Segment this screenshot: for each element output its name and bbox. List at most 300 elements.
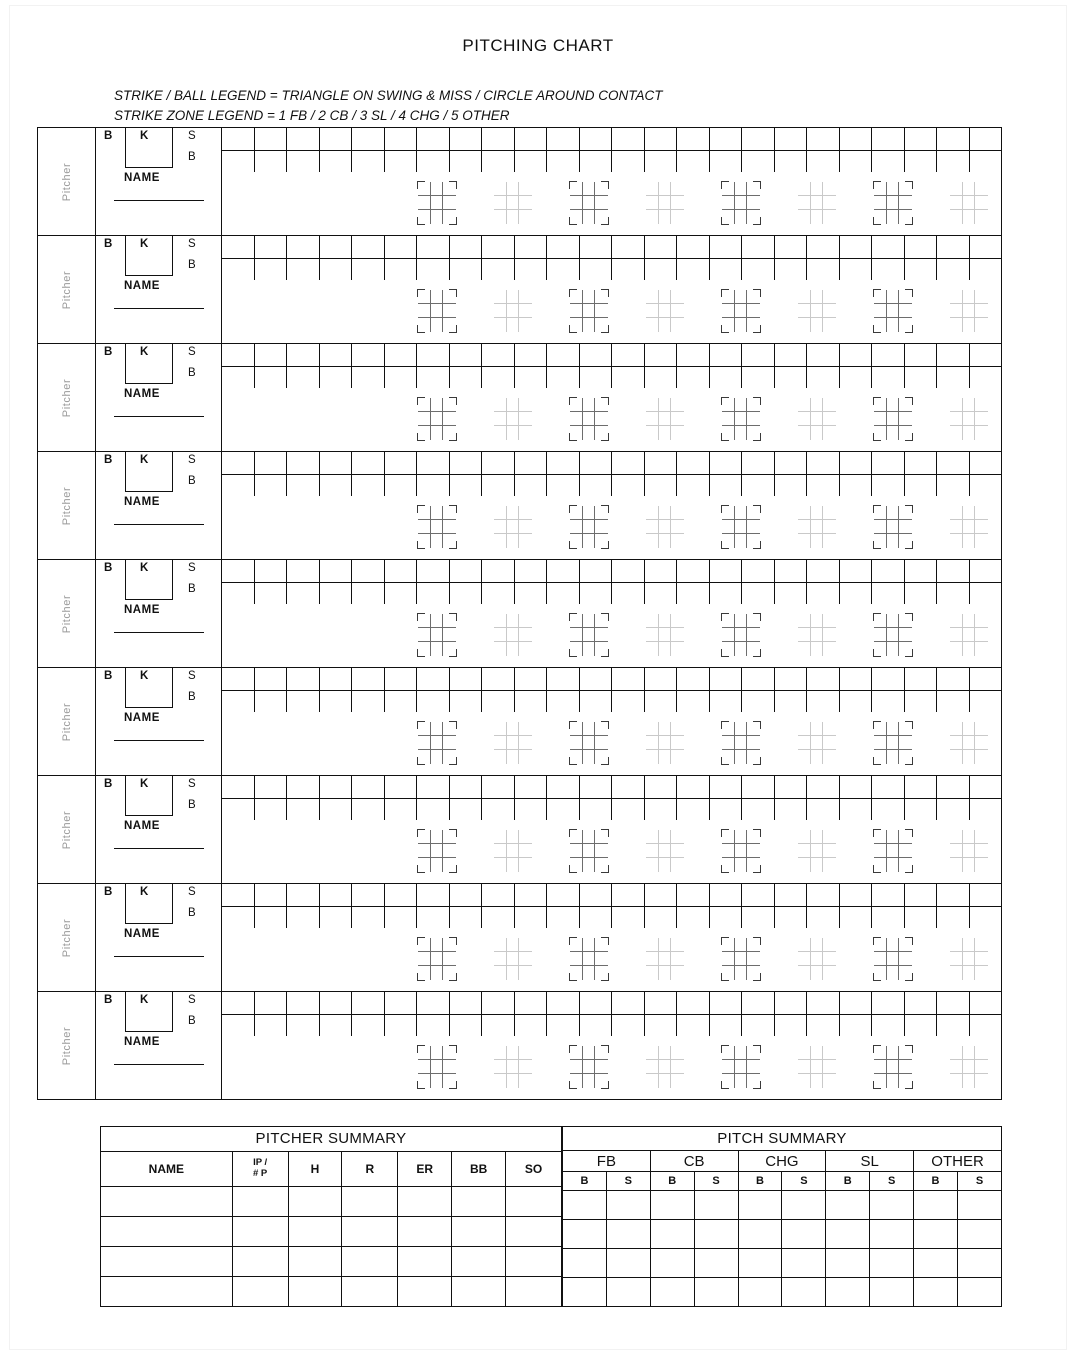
strike-cell[interactable]	[872, 236, 904, 259]
strike-zone-cell[interactable]	[735, 318, 748, 332]
strike-zone-cell[interactable]	[735, 628, 748, 642]
ball-strike-box[interactable]	[125, 992, 173, 1032]
pitch-count-column[interactable]	[612, 560, 645, 604]
strike-zone-cell[interactable]	[570, 412, 583, 426]
pitch-count-column[interactable]	[222, 344, 255, 388]
ball-cell[interactable]	[287, 799, 319, 821]
strike-zone-cell[interactable]	[595, 736, 608, 750]
ball-cell[interactable]	[255, 259, 287, 281]
pitch-count-column[interactable]	[515, 884, 548, 928]
pitch-count-column[interactable]	[840, 236, 873, 280]
strike-zone-cell[interactable]	[874, 736, 887, 750]
strike-zone-box[interactable]	[874, 506, 912, 548]
strike-cell[interactable]	[385, 776, 417, 799]
strike-zone-cell[interactable]	[519, 952, 532, 966]
strike-zone-cell[interactable]	[671, 858, 684, 872]
ball-cell[interactable]	[937, 583, 969, 605]
strike-zone-cell[interactable]	[519, 426, 532, 440]
pitch-count-column[interactable]	[450, 992, 483, 1036]
pitch-count-column[interactable]	[580, 452, 613, 496]
table-cell[interactable]	[288, 1247, 342, 1277]
strike-zone-cell[interactable]	[570, 628, 583, 642]
pitch-count-column[interactable]	[352, 560, 385, 604]
strike-zone-cell[interactable]	[646, 736, 659, 750]
strike-zone-box[interactable]	[494, 506, 532, 548]
pitch-count-column[interactable]	[645, 452, 678, 496]
table-cell[interactable]	[958, 1249, 1002, 1278]
pitch-count-column[interactable]	[320, 236, 353, 280]
strike-zone-box[interactable]	[874, 398, 912, 440]
strike-zone-box[interactable]	[494, 290, 532, 332]
table-cell[interactable]	[606, 1220, 650, 1249]
strike-zone-cell[interactable]	[671, 1060, 684, 1074]
pitch-count-column[interactable]	[645, 668, 678, 712]
pitch-count-column[interactable]	[287, 776, 320, 820]
strike-cell[interactable]	[775, 884, 807, 907]
strike-zone-cell[interactable]	[494, 398, 507, 412]
pitch-count-column[interactable]	[482, 560, 515, 604]
strike-zone-cell[interactable]	[823, 304, 836, 318]
ball-cell[interactable]	[547, 367, 579, 389]
strike-zone-cell[interactable]	[722, 844, 735, 858]
strike-cell[interactable]	[222, 668, 254, 691]
ball-cell[interactable]	[255, 799, 287, 821]
strike-cell[interactable]	[645, 452, 677, 475]
ball-cell[interactable]	[515, 691, 547, 713]
pitch-count-column[interactable]	[612, 668, 645, 712]
ball-cell[interactable]	[775, 1015, 807, 1037]
strike-zone-cell[interactable]	[950, 318, 963, 332]
ball-cell[interactable]	[580, 151, 612, 173]
strike-zone-cell[interactable]	[671, 966, 684, 980]
strike-cell[interactable]	[677, 560, 709, 583]
pitch-count-column[interactable]	[320, 776, 353, 820]
pitch-count-column[interactable]	[580, 776, 613, 820]
strike-zone-cell[interactable]	[583, 614, 596, 628]
strike-zone-cell[interactable]	[950, 642, 963, 656]
pitch-count-column[interactable]	[547, 344, 580, 388]
strike-zone-cell[interactable]	[887, 952, 900, 966]
strike-cell[interactable]	[905, 128, 937, 151]
strike-zone-cell[interactable]	[507, 952, 520, 966]
strike-zone-cell[interactable]	[963, 830, 976, 844]
strike-cell[interactable]	[547, 128, 579, 151]
pitch-count-column[interactable]	[417, 668, 450, 712]
strike-cell[interactable]	[287, 344, 319, 367]
ball-cell[interactable]	[417, 367, 449, 389]
strike-zone-cell[interactable]	[431, 506, 444, 520]
strike-cell[interactable]	[677, 992, 709, 1015]
strike-zone-cell[interactable]	[418, 844, 431, 858]
strike-zone-cell[interactable]	[431, 614, 444, 628]
strike-cell[interactable]	[970, 992, 1002, 1015]
table-cell[interactable]	[452, 1247, 506, 1277]
ball-cell[interactable]	[807, 799, 839, 821]
strike-zone-cell[interactable]	[570, 952, 583, 966]
table-cell[interactable]	[914, 1249, 958, 1278]
strike-zone-cell[interactable]	[823, 210, 836, 224]
strike-zone-box[interactable]	[950, 614, 988, 656]
ball-cell[interactable]	[287, 475, 319, 497]
strike-cell[interactable]	[742, 560, 774, 583]
strike-zone-cell[interactable]	[519, 614, 532, 628]
table-cell[interactable]	[914, 1191, 958, 1220]
strike-zone-cell[interactable]	[887, 506, 900, 520]
strike-zone-box[interactable]	[874, 938, 912, 980]
pitch-count-column[interactable]	[872, 452, 905, 496]
ball-cell[interactable]	[937, 799, 969, 821]
ball-cell[interactable]	[450, 475, 482, 497]
strike-cell[interactable]	[320, 884, 352, 907]
pitch-count-column[interactable]	[222, 992, 255, 1036]
strike-zone-cell[interactable]	[418, 736, 431, 750]
strike-cell[interactable]	[222, 776, 254, 799]
pitch-count-column[interactable]	[580, 884, 613, 928]
strike-cell[interactable]	[840, 128, 872, 151]
pitch-count-column[interactable]	[905, 668, 938, 712]
strike-zone-cell[interactable]	[899, 952, 912, 966]
strike-zone-cell[interactable]	[735, 1060, 748, 1074]
strike-zone-cell[interactable]	[722, 628, 735, 642]
ball-cell[interactable]	[710, 151, 742, 173]
strike-cell[interactable]	[905, 560, 937, 583]
strike-zone-cell[interactable]	[798, 196, 811, 210]
strike-zone-cell[interactable]	[887, 412, 900, 426]
ball-cell[interactable]	[222, 691, 254, 713]
ball-cell[interactable]	[645, 151, 677, 173]
strike-zone-cell[interactable]	[659, 722, 672, 736]
ball-cell[interactable]	[775, 907, 807, 929]
pitch-count-column[interactable]	[287, 128, 320, 172]
strike-zone-box[interactable]	[722, 722, 760, 764]
strike-zone-box[interactable]	[494, 830, 532, 872]
strike-cell[interactable]	[645, 776, 677, 799]
table-cell[interactable]	[232, 1187, 288, 1217]
strike-zone-box[interactable]	[418, 722, 456, 764]
strike-zone-cell[interactable]	[887, 1060, 900, 1074]
strike-zone-cell[interactable]	[735, 210, 748, 224]
strike-zone-cell[interactable]	[823, 614, 836, 628]
pitch-count-column[interactable]	[710, 668, 743, 712]
pitch-count-column[interactable]	[222, 452, 255, 496]
strike-zone-cell[interactable]	[887, 304, 900, 318]
pitch-count-column[interactable]	[515, 344, 548, 388]
strike-zone-cell[interactable]	[418, 196, 431, 210]
strike-zone-cell[interactable]	[494, 1046, 507, 1060]
ball-cell[interactable]	[807, 583, 839, 605]
table-cell[interactable]	[826, 1249, 870, 1278]
strike-zone-box[interactable]	[646, 398, 684, 440]
strike-cell[interactable]	[287, 560, 319, 583]
pitch-count-column[interactable]	[742, 884, 775, 928]
strike-zone-box[interactable]	[798, 722, 836, 764]
strike-zone-cell[interactable]	[811, 304, 824, 318]
strike-zone-cell[interactable]	[975, 938, 988, 952]
strike-zone-cell[interactable]	[811, 844, 824, 858]
strike-cell[interactable]	[612, 344, 644, 367]
strike-zone-cell[interactable]	[811, 722, 824, 736]
ball-cell[interactable]	[515, 583, 547, 605]
strike-zone-cell[interactable]	[874, 1060, 887, 1074]
pitch-count-column[interactable]	[872, 776, 905, 820]
strike-cell[interactable]	[807, 128, 839, 151]
pitch-count-column[interactable]	[482, 236, 515, 280]
pitch-count-column[interactable]	[612, 236, 645, 280]
ball-cell[interactable]	[612, 475, 644, 497]
strike-cell[interactable]	[840, 560, 872, 583]
strike-cell[interactable]	[905, 884, 937, 907]
table-cell[interactable]	[958, 1278, 1002, 1307]
strike-zone-cell[interactable]	[975, 628, 988, 642]
strike-cell[interactable]	[937, 452, 969, 475]
pitch-count-column[interactable]	[580, 668, 613, 712]
strike-zone-cell[interactable]	[659, 318, 672, 332]
pitch-count-column[interactable]	[872, 128, 905, 172]
strike-cell[interactable]	[775, 668, 807, 691]
strike-cell[interactable]	[352, 236, 384, 259]
strike-zone-box[interactable]	[722, 506, 760, 548]
ball-cell[interactable]	[677, 583, 709, 605]
ball-cell[interactable]	[905, 1015, 937, 1037]
ball-cell[interactable]	[547, 583, 579, 605]
strike-zone-cell[interactable]	[671, 614, 684, 628]
strike-zone-cell[interactable]	[887, 628, 900, 642]
strike-zone-cell[interactable]	[507, 1060, 520, 1074]
strike-zone-box[interactable]	[570, 290, 608, 332]
ball-cell[interactable]	[320, 799, 352, 821]
strike-cell[interactable]	[580, 452, 612, 475]
strike-cell[interactable]	[352, 344, 384, 367]
strike-cell[interactable]	[905, 776, 937, 799]
ball-cell[interactable]	[417, 475, 449, 497]
ball-cell[interactable]	[677, 367, 709, 389]
pitch-count-column[interactable]	[677, 884, 710, 928]
strike-zone-box[interactable]	[418, 398, 456, 440]
ball-cell[interactable]	[417, 151, 449, 173]
ball-cell[interactable]	[937, 259, 969, 281]
ball-cell[interactable]	[320, 691, 352, 713]
pitch-count-column[interactable]	[677, 236, 710, 280]
table-cell[interactable]	[782, 1220, 826, 1249]
pitch-count-column[interactable]	[320, 128, 353, 172]
strike-zone-cell[interactable]	[735, 722, 748, 736]
table-cell[interactable]	[738, 1191, 782, 1220]
ball-cell[interactable]	[320, 259, 352, 281]
table-cell[interactable]	[650, 1278, 694, 1307]
strike-zone-cell[interactable]	[494, 1060, 507, 1074]
strike-zone-cell[interactable]	[671, 290, 684, 304]
strike-zone-box[interactable]	[570, 722, 608, 764]
table-cell[interactable]	[101, 1247, 233, 1277]
strike-zone-cell[interactable]	[519, 642, 532, 656]
strike-zone-cell[interactable]	[671, 642, 684, 656]
strike-zone-box[interactable]	[798, 398, 836, 440]
strike-cell[interactable]	[547, 344, 579, 367]
pitch-count-column[interactable]	[970, 452, 1002, 496]
strike-zone-cell[interactable]	[735, 196, 748, 210]
ball-cell[interactable]	[937, 475, 969, 497]
pitch-count-column[interactable]	[222, 776, 255, 820]
ball-cell[interactable]	[482, 1015, 514, 1037]
ball-cell[interactable]	[612, 1015, 644, 1037]
ball-cell[interactable]	[742, 259, 774, 281]
strike-zone-cell[interactable]	[646, 830, 659, 844]
strike-zone-cell[interactable]	[798, 614, 811, 628]
strike-zone-box[interactable]	[418, 614, 456, 656]
strike-cell[interactable]	[612, 668, 644, 691]
ball-cell[interactable]	[612, 151, 644, 173]
strike-zone-cell[interactable]	[595, 412, 608, 426]
ball-cell[interactable]	[222, 151, 254, 173]
pitch-count-column[interactable]	[287, 236, 320, 280]
strike-zone-cell[interactable]	[811, 736, 824, 750]
ball-cell[interactable]	[840, 583, 872, 605]
ball-cell[interactable]	[872, 151, 904, 173]
ball-cell[interactable]	[677, 1015, 709, 1037]
table-cell[interactable]	[563, 1249, 607, 1278]
strike-zone-cell[interactable]	[646, 182, 659, 196]
ball-cell[interactable]	[710, 367, 742, 389]
pitch-count-column[interactable]	[775, 668, 808, 712]
table-cell[interactable]	[563, 1278, 607, 1307]
strike-cell[interactable]	[320, 236, 352, 259]
strike-zone-cell[interactable]	[975, 210, 988, 224]
strike-cell[interactable]	[222, 452, 254, 475]
strike-cell[interactable]	[482, 128, 514, 151]
pitch-count-column[interactable]	[320, 992, 353, 1036]
strike-zone-cell[interactable]	[735, 304, 748, 318]
strike-zone-cell[interactable]	[798, 938, 811, 952]
strike-zone-cell[interactable]	[583, 290, 596, 304]
strike-zone-cell[interactable]	[823, 938, 836, 952]
strike-cell[interactable]	[677, 344, 709, 367]
strike-cell[interactable]	[482, 452, 514, 475]
strike-zone-cell[interactable]	[494, 318, 507, 332]
strike-cell[interactable]	[255, 344, 287, 367]
ball-cell[interactable]	[255, 907, 287, 929]
ball-cell[interactable]	[417, 259, 449, 281]
pitch-tracking-area[interactable]	[222, 560, 1001, 667]
pitch-count-column[interactable]	[450, 452, 483, 496]
strike-zone-cell[interactable]	[507, 938, 520, 952]
strike-zone-cell[interactable]	[583, 398, 596, 412]
ball-cell[interactable]	[937, 1015, 969, 1037]
ball-cell[interactable]	[710, 1015, 742, 1037]
strike-zone-cell[interactable]	[671, 426, 684, 440]
strike-zone-cell[interactable]	[583, 844, 596, 858]
strike-cell[interactable]	[482, 884, 514, 907]
strike-zone-cell[interactable]	[735, 642, 748, 656]
ball-cell[interactable]	[905, 691, 937, 713]
strike-zone-box[interactable]	[646, 506, 684, 548]
ball-cell[interactable]	[872, 907, 904, 929]
strike-zone-cell[interactable]	[659, 750, 672, 764]
strike-cell[interactable]	[742, 992, 774, 1015]
ball-cell[interactable]	[222, 799, 254, 821]
pitcher-name-cell[interactable]	[96, 128, 222, 235]
pitch-count-column[interactable]	[515, 992, 548, 1036]
ball-cell[interactable]	[742, 1015, 774, 1037]
pitch-count-column[interactable]	[255, 452, 288, 496]
strike-zone-cell[interactable]	[583, 1046, 596, 1060]
strike-zone-cell[interactable]	[963, 750, 976, 764]
pitcher-name-cell[interactable]	[96, 344, 222, 451]
pitch-count-column[interactable]	[222, 668, 255, 712]
table-cell[interactable]	[870, 1278, 914, 1307]
strike-cell[interactable]	[287, 992, 319, 1015]
strike-zone-cell[interactable]	[646, 938, 659, 952]
ball-cell[interactable]	[970, 907, 1002, 929]
pitch-count-column[interactable]	[645, 128, 678, 172]
ball-cell[interactable]	[807, 907, 839, 929]
pitch-count-grid[interactable]	[222, 668, 1001, 712]
strike-zone-cell[interactable]	[975, 304, 988, 318]
pitch-count-column[interactable]	[580, 236, 613, 280]
strike-zone-cell[interactable]	[431, 210, 444, 224]
table-row[interactable]	[101, 1217, 562, 1247]
strike-zone-cell[interactable]	[811, 196, 824, 210]
table-cell[interactable]	[606, 1278, 650, 1307]
strike-zone-cell[interactable]	[507, 506, 520, 520]
pitch-count-column[interactable]	[255, 560, 288, 604]
ball-cell[interactable]	[385, 1015, 417, 1037]
pitch-count-column[interactable]	[320, 344, 353, 388]
ball-cell[interactable]	[450, 151, 482, 173]
ball-cell[interactable]	[352, 907, 384, 929]
strike-zone-box[interactable]	[418, 182, 456, 224]
pitch-count-column[interactable]	[807, 884, 840, 928]
pitch-count-column[interactable]	[905, 128, 938, 172]
strike-cell[interactable]	[482, 776, 514, 799]
strike-zone-cell[interactable]	[583, 304, 596, 318]
strike-zone-box[interactable]	[798, 614, 836, 656]
strike-cell[interactable]	[222, 128, 254, 151]
strike-zone-cell[interactable]	[595, 1060, 608, 1074]
strike-zone-cell[interactable]	[583, 534, 596, 548]
strike-zone-cell[interactable]	[722, 196, 735, 210]
name-write-line[interactable]	[114, 200, 204, 201]
strike-zone-cell[interactable]	[874, 844, 887, 858]
pitch-count-column[interactable]	[970, 776, 1002, 820]
ball-cell[interactable]	[742, 151, 774, 173]
strike-zone-cell[interactable]	[583, 182, 596, 196]
strike-cell[interactable]	[872, 884, 904, 907]
pitch-count-column[interactable]	[905, 776, 938, 820]
strike-zone-cell[interactable]	[659, 938, 672, 952]
strike-zone-cell[interactable]	[823, 952, 836, 966]
strike-cell[interactable]	[645, 668, 677, 691]
pitch-count-column[interactable]	[417, 560, 450, 604]
strike-zone-cell[interactable]	[507, 426, 520, 440]
ball-strike-box[interactable]	[125, 776, 173, 816]
strike-zone-cell[interactable]	[519, 938, 532, 952]
strike-zone-cell[interactable]	[646, 1046, 659, 1060]
strike-zone-cell[interactable]	[418, 1060, 431, 1074]
strike-zone-cell[interactable]	[722, 304, 735, 318]
table-cell[interactable]	[342, 1247, 398, 1277]
strike-zone-cell[interactable]	[950, 506, 963, 520]
strike-zone-cell[interactable]	[570, 736, 583, 750]
strike-zone-box[interactable]	[494, 398, 532, 440]
strike-zone-cell[interactable]	[494, 304, 507, 318]
pitch-count-column[interactable]	[222, 128, 255, 172]
strike-zone-box[interactable]	[646, 290, 684, 332]
strike-zone-cell[interactable]	[431, 844, 444, 858]
table-cell[interactable]	[694, 1191, 738, 1220]
table-cell[interactable]	[398, 1187, 452, 1217]
ball-cell[interactable]	[482, 583, 514, 605]
strike-zone-cell[interactable]	[583, 1074, 596, 1088]
